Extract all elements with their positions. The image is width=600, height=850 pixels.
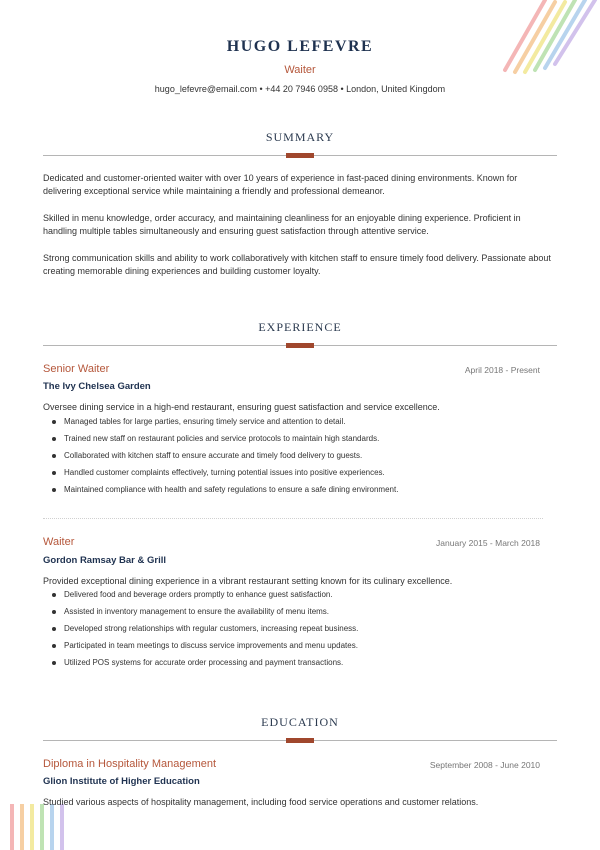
job-bullet: Utilized POS systems for accurate order processing and payment transactions. (52, 658, 542, 675)
summary-paragraph: Dedicated and customer-oriented waiter with over 10 years of experience in fast-paced dining environments. Known for delivering exceptional service while maintaining a friendly and professional demeanor. (43, 173, 518, 196)
candidate-title: Waiter (284, 64, 316, 76)
section-rule-accent (286, 738, 314, 743)
job-bullet: Assisted in inventory management to ensure the availability of menu items. (52, 607, 542, 624)
job-dates: January 2015 - March 2018 (436, 538, 540, 548)
job-bullet: Maintained compliance with health and safety regulations to ensure a safe dining environment. (52, 485, 542, 502)
education-school: Glion Institute of Higher Education (43, 776, 200, 787)
section-rule-accent (286, 153, 314, 158)
job-dates: April 2018 - Present (464, 365, 540, 375)
experience-section-header (43, 320, 557, 350)
job-company: The Ivy Chelsea Garden (43, 381, 151, 392)
education-heading: EDUCATION (261, 715, 339, 729)
job-bullet-list (52, 590, 542, 675)
experience-heading: EXPERIENCE (258, 320, 342, 334)
section-rule-accent (286, 343, 314, 348)
job-company: Gordon Ramsay Bar & Grill (43, 555, 167, 566)
summary-heading: SUMMARY (265, 130, 335, 144)
contact-line: hugo_lefevre@email.com • +44 20 7946 0958 • London, United Kingdom (154, 84, 446, 94)
education-degree: Diploma in Hospitality Management (43, 758, 217, 770)
summary-section-header (43, 130, 557, 160)
candidate-name: HUGO LEFEVRE (226, 38, 374, 55)
summary-paragraph: Skilled in menu knowledge, order accuracy, and maintaining cleanliness for an enjoyable dining experience. Proficient in handling multiple tables simultaneously and ensuring guest satisfaction through attentive service. (43, 213, 521, 236)
job-bullet: Delivered food and beverage orders promptly to enhance guest satisfaction. (52, 590, 542, 607)
job-divider (43, 518, 543, 519)
education-section-header (43, 715, 557, 745)
education-description: Studied various aspects of hospitality management, including food service operations and customer relations. (43, 797, 479, 807)
job-bullet: Participated in team meetings to discuss service improvements and menu updates. (52, 641, 542, 658)
job-bullet: Trained new staff on restaurant policies and service protocols to maintain high standards. (52, 434, 542, 451)
job-bullet-list (52, 417, 542, 502)
job-bullet: Developed strong relationships with regular customers, increasing repeat business. (52, 624, 542, 641)
job-bullet: Collaborated with kitchen staff to ensure accurate and timely food delivery to guests. (52, 451, 542, 468)
education-dates: September 2008 - June 2010 (429, 760, 540, 770)
summary-paragraph: Strong communication skills and ability to work collaboratively with kitchen staff to ensure timely food delivery. Passionate about creating memorable dining experiences and building customer loyalty. (43, 253, 551, 276)
job-bullet: Managed tables for large parties, ensuring timely service and attention to detail. (52, 417, 542, 434)
job-description: Provided exceptional dining experience in a vibrant restaurant setting known for its culinary excellence. (43, 576, 453, 586)
job-bullet: Handled customer complaints effectively, turning potential issues into positive experiences. (52, 468, 542, 485)
job-role: Waiter (43, 536, 75, 548)
job-role: Senior Waiter (43, 363, 110, 375)
job-description: Oversee dining service in a high-end restaurant, ensuring guest satisfaction and service excellence. (43, 402, 440, 412)
